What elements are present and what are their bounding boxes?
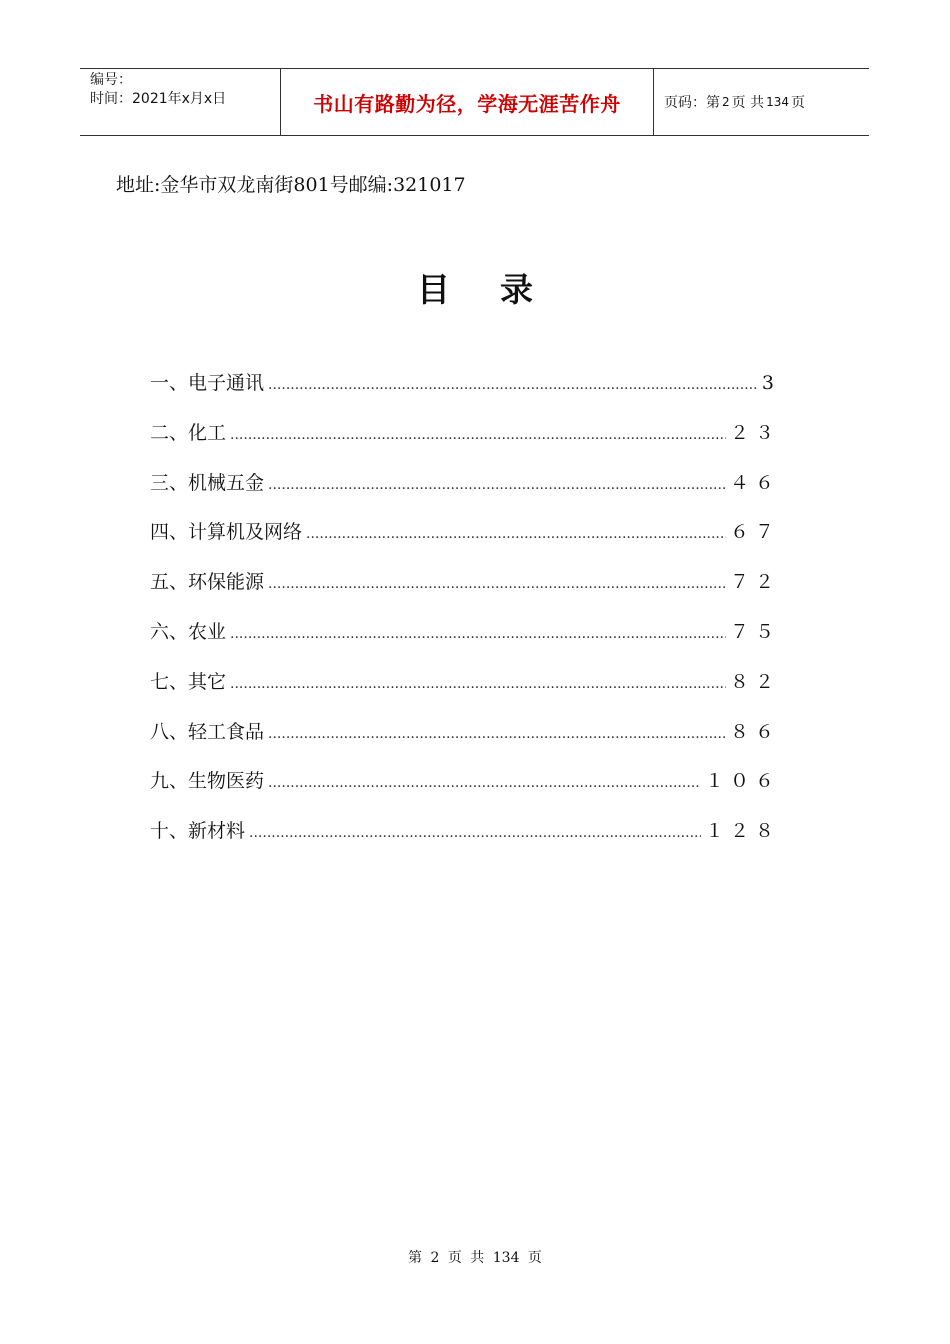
toc-entry-label: 一、电子通讯 [150,372,265,394]
toc-entry-label: 二、化工 [150,421,227,444]
header-date: 时间：2021年x月x日 [90,91,227,107]
toc-entry-page: ８６ [729,720,780,743]
table-of-contents [150,368,780,866]
toc-entry[interactable] [150,368,780,418]
toc-entry-page: ２３ [729,421,780,444]
toc-entry[interactable] [150,418,780,468]
toc-leader-dots [230,427,726,443]
header-page-suffix: 页 [791,95,805,111]
header-meta [80,69,281,135]
toc-entry-page: ８２ [729,670,780,693]
toc-entry[interactable] [150,667,780,717]
toc-leader-dots [230,626,726,642]
header-page-prefix: 页码：第 [664,95,720,111]
header-serial-number: 编号： [90,72,132,88]
toc-entry-page: ７２ [729,571,780,594]
toc-entry-label: 四、计算机及网络 [150,521,303,544]
toc-entry-page: ６７ [729,521,780,544]
toc-entry-page: １２８ [704,820,780,843]
toc-entry-label: 九、生物医药 [150,770,265,793]
toc-entry-label: 五、环保能源 [150,571,265,594]
toc-leader-dots [249,825,701,841]
toc-entry-page: １０６ [704,770,780,793]
header-page-info [654,69,869,135]
address-line: 地址:金华市双龙南街801号邮编:321017 [116,174,466,196]
toc-leader-dots [268,576,726,592]
toc-leader-dots [268,477,726,493]
toc-title: 目录 [417,270,583,309]
toc-entry[interactable] [150,468,780,518]
toc-entry-label: 六、农业 [150,620,227,643]
toc-entry-label: 七、其它 [150,670,227,693]
toc-entry[interactable] [150,567,780,617]
toc-entry[interactable] [150,617,780,667]
toc-entry-label: 十、新材料 [150,820,246,843]
header-page-total: 134 [766,95,789,109]
toc-entry-label: 三、机械五金 [150,471,265,494]
toc-leader-dots [268,377,758,393]
toc-entry[interactable] [150,517,780,567]
header-page-current: 2 [722,95,730,109]
toc-leader-dots [268,726,726,742]
toc-entry-label: 八、轻工食品 [150,720,265,743]
toc-leader-dots [306,526,726,542]
toc-entry-page: ７５ [729,620,780,643]
toc-leader-dots [230,676,726,692]
page-footer: 第 2 页 共 134 页 [408,1250,542,1266]
toc-entry-page: 3 [761,372,780,394]
toc-leader-dots [268,775,701,791]
header-motto: 书山有路勤为径，学海无涯苦作舟 [281,69,654,135]
toc-entry-page: ４６ [729,471,780,494]
toc-entry[interactable] [150,766,780,816]
toc-entry[interactable] [150,717,780,767]
page-header [80,68,869,136]
toc-entry[interactable] [150,816,780,866]
header-page-mid: 页 共 [731,95,765,111]
